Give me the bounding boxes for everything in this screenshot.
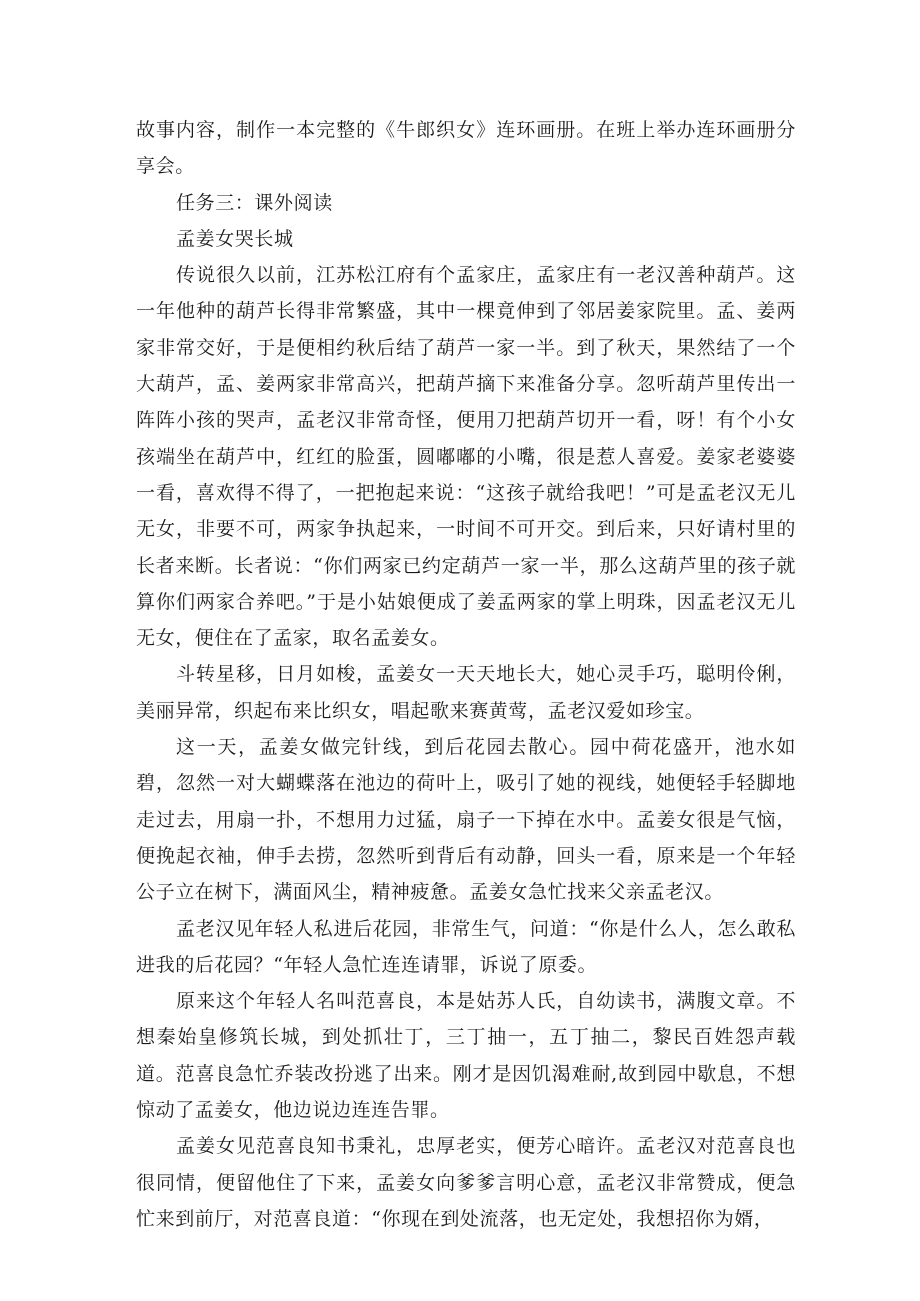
paragraph: 孟老汉见年轻人私进后花园，非常生气，问道：“你是什么人，怎么敢私进我的后花园？“年轻人急忙连连请罪，诉说了原委。 xyxy=(136,917,796,976)
paragraph-continuation: 故事内容，制作一本完整的《牛郎织女》连环画册。在班上举办连环画册分享会。 xyxy=(136,119,796,178)
paragraph: 斗转星移，日月如梭，孟姜女一天天地长大，她心灵手巧，聪明伶俐，美丽异常，织起布来比织女，唱起歌来赛黄莺，孟老汉爱如珍宝。 xyxy=(136,663,796,722)
story-title: 孟姜女哭长城 xyxy=(176,227,294,250)
task-heading: 任务三：课外阅读 xyxy=(176,191,333,214)
paragraph: 传说很久以前，江苏松江府有个孟家庄，孟家庄有一老汉善种葫芦。这一年他种的葫芦长得非常繁盛，其中一棵竟伸到了邻居姜家院里。孟、姜两家非常交好，于是便相约秋后结了葫芦一家一半。到了秋天，果然结了一个大葫芦，孟、姜两家非常高兴，把葫芦摘下来准备分享。忽听葫芦里传出一阵阵小孩的哭声，孟老汉非常奇怪，便用刀把葫芦切开一看，呀！有个小女孩端坐在葫芦中，红红的脸蛋，圆嘟嘟的小嘴，很是惹人喜爱。姜家老婆婆一看，喜欢得不得了，一把抱起来说：“这孩子就给我吧！”可是孟老汉无儿无女，非要不可，两家争执起来，一时间不可开交。到后来，只好请村里的长者来断。长者说：“你们两家已约定葫芦一家一半，那么这葫芦里的孩子就算你们两家合养吧。”于是小姑娘便成了姜孟两家的掌上明珠，因孟老汉无儿无女，便住在了孟家，取名孟姜女。 xyxy=(136,264,796,650)
paragraph: 孟姜女见范喜良知书秉礼，忠厚老实，便芳心暗许。孟老汉对范喜良也很同情，便留他住了下来，孟姜女向爹爹言明心意，孟老汉非常赞成，便急忙来到前厅，对范喜良道：“你现在到处流落，也无定处，我想招你为婿， xyxy=(136,1135,796,1230)
document-body xyxy=(136,112,796,1237)
paragraph: 原来这个年轻人名叫范喜良，本是姑苏人氏，自幼读书，满腹文章。不想秦始皇修筑长城，到处抓壮丁，三丁抽一，五丁抽二，黎民百姓怨声载道。范喜良急忙乔装改扮逃了出来。刚才是因饥渴难耐,故到园中歇息，不想惊动了孟姜女，他边说边连连告罪。 xyxy=(136,990,796,1122)
paragraph: 这一天，孟姜女做完针线，到后花园去散心。园中荷花盛开，池水如碧，忽然一对大蝴蝶落在池边的荷叶上，吸引了她的视线，她便轻手轻脚地走过去，用扇一扑，不想用力过猛，扇子一下掉在水中。孟姜女很是气恼，便挽起衣袖，伸手去捞，忽然听到背后有动静，回头一看，原来是一个年轻公子立在树下，满面风尘，精神疲惫。孟姜女急忙找来父亲孟老汉。 xyxy=(136,736,796,904)
